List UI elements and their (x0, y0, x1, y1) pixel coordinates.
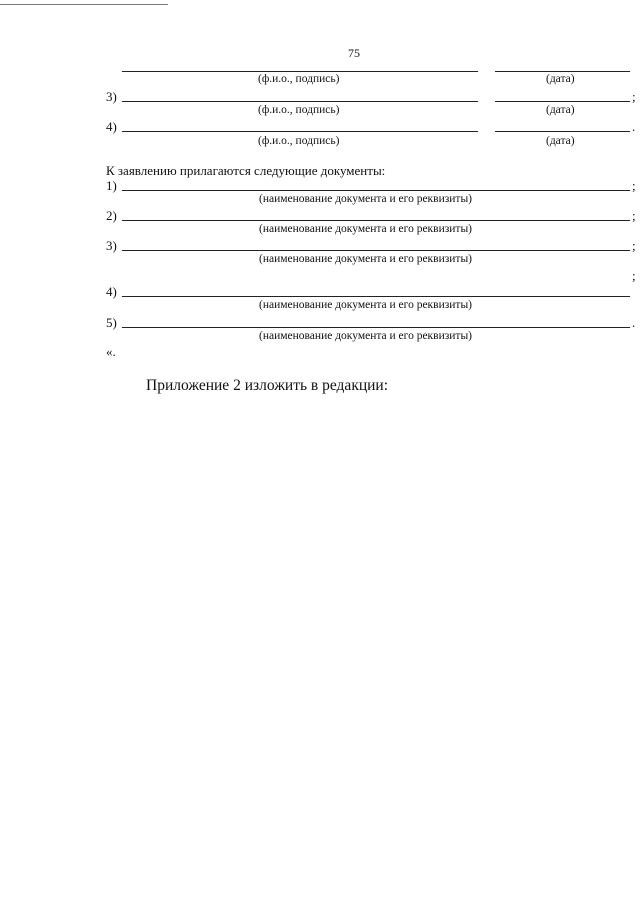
attachment-end-punctuation: . (632, 315, 636, 330)
attachment-caption: (наименование документа и его реквизиты) (259, 223, 472, 235)
signature-name-line (122, 131, 478, 132)
signature-name-caption: (ф.и.о., подпись) (258, 104, 340, 116)
attachment-caption: (наименование документа и его реквизиты) (259, 193, 472, 205)
attachment-number: 3) (106, 238, 117, 253)
attachment-number: 5) (106, 315, 117, 330)
signature-name-caption: (ф.и.о., подпись) (258, 135, 340, 147)
attachments-heading: К заявлению прилагаются следующие документы: (106, 163, 386, 178)
attachment-end-punctuation: ; (632, 178, 636, 193)
attachment-end-punctuation: ; (632, 268, 636, 283)
appendix-instruction: Приложение 2 изложить в редакции: (146, 377, 389, 394)
attachment-number: 2) (106, 208, 117, 223)
attachment-line (122, 327, 630, 328)
signature-date-line (495, 101, 630, 102)
attachment-end-punctuation: ; (632, 208, 636, 223)
attachment-line (122, 220, 630, 221)
closing-quote: «. (106, 344, 116, 359)
signature-name-caption: (ф.и.о., подпись) (258, 73, 340, 85)
signature-end-punctuation: ; (632, 89, 636, 104)
signature-number: 3) (106, 89, 117, 104)
attachment-line (122, 250, 630, 251)
signature-date-caption: (дата) (546, 135, 575, 147)
attachment-caption: (наименование документа и его реквизиты) (259, 253, 472, 265)
scan-edge-mark (0, 4, 168, 5)
signature-date-line (495, 71, 630, 72)
signature-name-line (122, 101, 478, 102)
attachment-line (122, 296, 630, 297)
signature-number: 4) (106, 119, 117, 134)
attachment-end-punctuation: ; (632, 238, 636, 253)
signature-end-punctuation: . (632, 119, 636, 134)
attachment-number: 4) (106, 284, 117, 299)
signature-date-caption: (дата) (546, 73, 575, 85)
attachment-caption: (наименование документа и его реквизиты) (259, 299, 472, 311)
attachment-caption: (наименование документа и его реквизиты) (259, 330, 472, 342)
signature-name-line (122, 71, 478, 72)
signature-date-line (495, 131, 630, 132)
signature-date-caption: (дата) (546, 104, 575, 116)
page-number: 75 (348, 46, 360, 60)
attachment-number: 1) (106, 178, 117, 193)
attachment-line (122, 190, 630, 191)
